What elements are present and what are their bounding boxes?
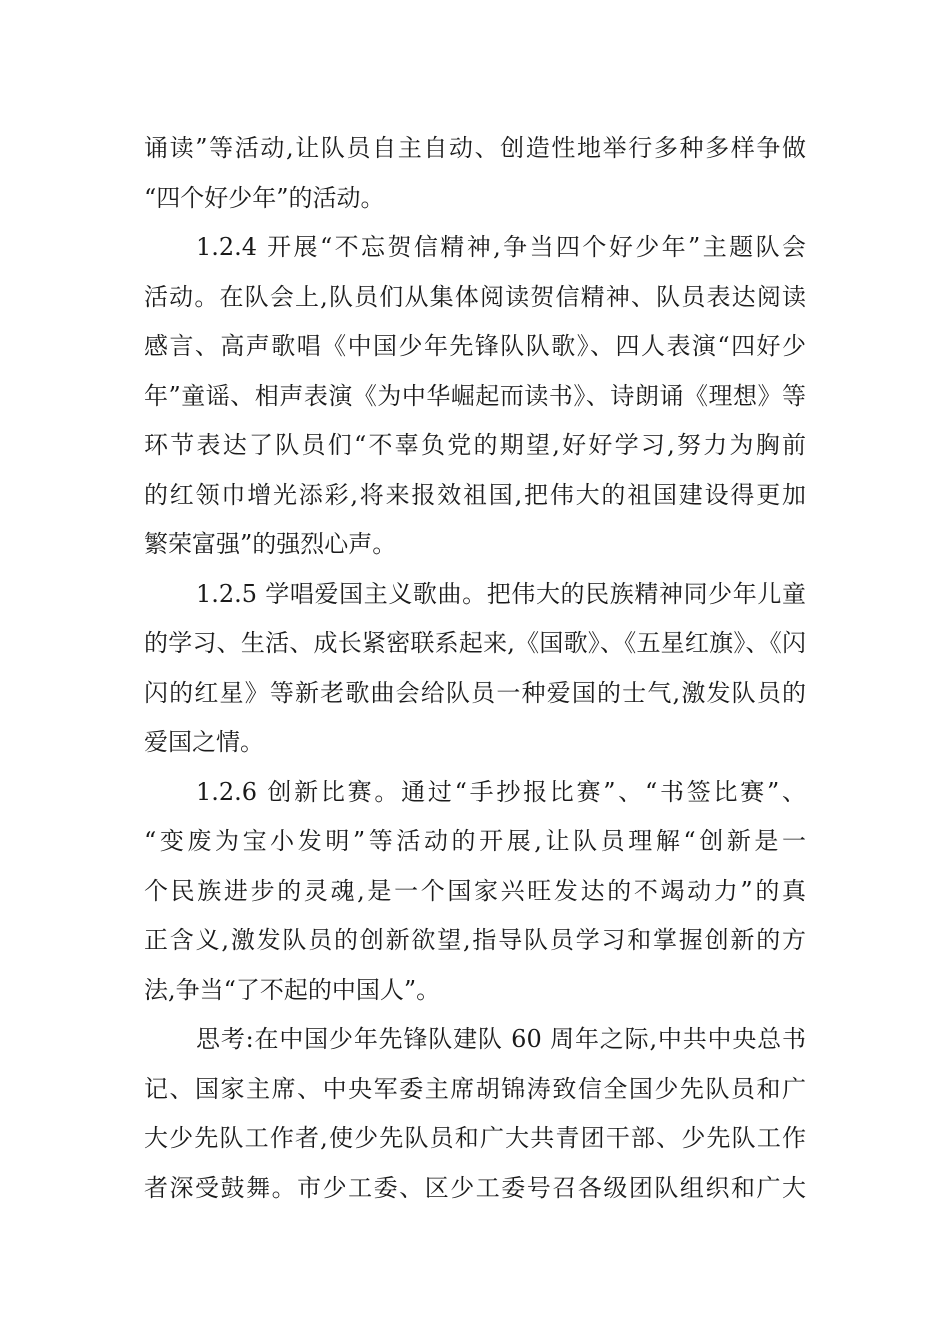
- paragraph-1-2-5: [144, 570, 806, 768]
- text-line: 者深受鼓舞。市少工委、区少工委号召各级团队组织和广大: [144, 1173, 806, 1202]
- text-line: 诵读”等活动,让队员自主自动、创造性地举行多种多样争做: [144, 134, 806, 162]
- text-line: 大少先队工作者,使少先队员和广大共青团干部、少先队工作: [144, 1124, 806, 1152]
- text-line: 1.2.6 创新比赛。通过“手抄报比赛”、“书签比赛”、: [196, 777, 806, 806]
- text-line: 法,争当“了不起的中国人”。: [144, 975, 441, 1004]
- text-line: “四个好少年”的活动。: [144, 183, 385, 212]
- text-line: 繁荣富强”的强烈心声。: [144, 530, 397, 558]
- text-line: 年”童谣、相声表演《为中华崛起而读书》、诗朗诵《理想》等: [144, 381, 806, 410]
- text-line: 1.2.4 开展“不忘贺信精神,争当四个好少年”主题队会: [196, 233, 806, 261]
- text-line: 个民族进步的灵魂,是一个国家兴旺发达的不竭动力”的真: [144, 876, 806, 905]
- text-line: “变废为宝小发明”等活动的开展,让队员理解“创新是一: [144, 827, 806, 855]
- text-line: 正含义,激发队员的创新欲望,指导队员学习和掌握创新的方: [144, 926, 806, 954]
- text-line: 的学习、生活、成长紧密联系起来,《国歌》、《五星红旗》、《闪: [144, 629, 806, 657]
- paragraph-1: [144, 124, 806, 223]
- paragraph-1-2-4: [144, 223, 806, 570]
- text-line: 闪的红星》等新老歌曲会给队员一种爱国的士气,激发队员的: [144, 678, 806, 707]
- text-line: 的红领巾增光添彩,将来报效祖国,把伟大的祖国建设得更加: [144, 480, 806, 509]
- text-line: 环节表达了队员们“不辜负党的期望,好好学习,努力为胸前: [144, 431, 806, 459]
- text-line: 爱国之情。: [144, 728, 264, 756]
- body-text: [144, 124, 806, 1213]
- text-line: 活动。在队会上,队员们从集体阅读贺信精神、队员表达阅读: [144, 282, 806, 311]
- text-line: 1.2.5 学唱爱国主义歌曲。把伟大的民族精神同少年儿童: [196, 579, 806, 608]
- text-line: 感言、高声歌唱《中国少年先锋队队歌》、四人表演“四好少: [144, 332, 806, 360]
- text-line: 思考:在中国少年先锋队建队 60 周年之际,中共中央总书: [196, 1025, 806, 1053]
- text-line: 记、国家主席、中央军委主席胡锦涛致信全国少先队员和广: [144, 1074, 806, 1103]
- paragraph-1-2-6: [144, 768, 806, 1016]
- paragraph-thinking: [144, 1015, 806, 1213]
